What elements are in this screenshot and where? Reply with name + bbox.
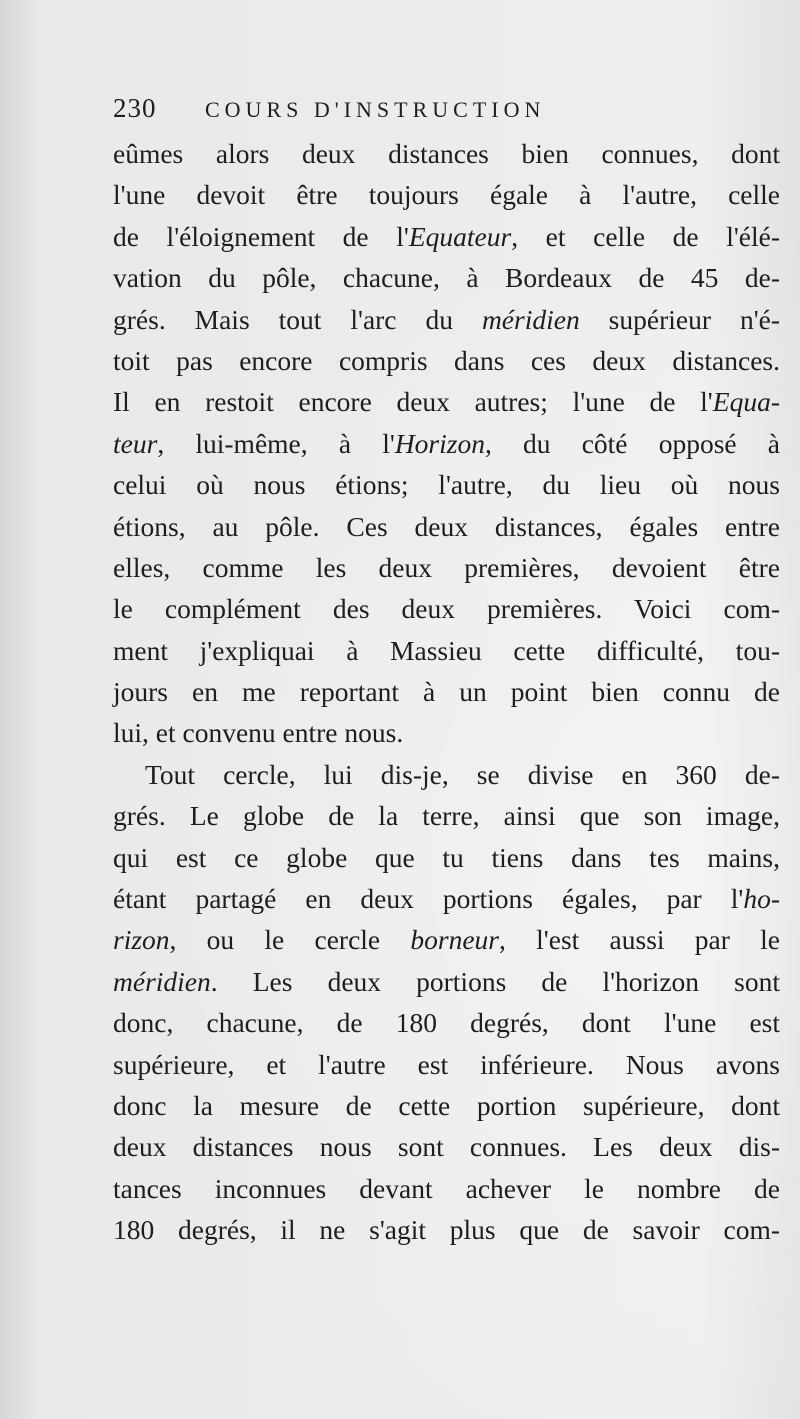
text-line xyxy=(113,588,780,629)
text-segment: deux distances nous sont connues. Les deux dis- xyxy=(113,1131,780,1163)
text-segment: Tout cercle, lui dis-je, se divise en 360 de- xyxy=(145,758,780,790)
text-segment: , et celle de l'élé- xyxy=(511,220,780,252)
text-segment: grés. Le globe de la terre, ainsi que son image, xyxy=(113,800,780,832)
text-segment: qui est ce globe que tu tiens dans tes mains, xyxy=(113,841,780,873)
text-line xyxy=(113,257,780,298)
text-segment: supérieure, et l'autre est inférieure. Nous avons xyxy=(113,1048,780,1080)
text-line xyxy=(113,1209,780,1250)
text-line xyxy=(113,878,780,919)
text-segment: lui, et convenu entre nous. xyxy=(113,717,404,749)
text-line xyxy=(113,216,780,257)
text-segment: grés. Mais tout l'arc du xyxy=(113,303,482,335)
italic-text: rizon xyxy=(113,924,170,956)
running-head xyxy=(113,88,800,128)
italic-text: borneur xyxy=(410,924,500,956)
text-line xyxy=(113,1044,780,1085)
text-line xyxy=(113,1002,780,1043)
text-segment: supérieur n'é- xyxy=(579,303,781,335)
italic-text: ho- xyxy=(743,883,780,915)
text-segment: de l'éloignement de l' xyxy=(113,220,409,252)
italic-text: teur xyxy=(113,427,158,459)
text-segment: donc, chacune, de 180 degrés, dont l'une est xyxy=(113,1007,780,1039)
text-line xyxy=(113,174,780,215)
body-text xyxy=(113,133,780,1251)
text-segment: , lui-même, à l' xyxy=(157,427,395,459)
italic-text: Equateur xyxy=(408,220,512,252)
text-line xyxy=(113,712,780,753)
italic-text: méridien xyxy=(481,303,580,335)
text-segment: tances inconnues devant achever le nombre de xyxy=(113,1172,780,1204)
text-segment: , ou le cercle xyxy=(169,924,411,956)
text-line xyxy=(113,340,780,381)
text-segment: ment j'expliquai à Massieu cette difficulté, tou- xyxy=(113,634,780,666)
text-segment: vation du pôle, chacune, à Bordeaux de 45 de- xyxy=(113,262,780,294)
text-line xyxy=(113,630,780,671)
text-line xyxy=(113,381,780,422)
text-segment: elles, comme les deux premières, devoient être xyxy=(113,551,780,583)
text-segment: l'une devoit être toujours égale à l'autre, celle xyxy=(113,179,780,211)
text-line xyxy=(113,299,780,340)
text-line xyxy=(113,919,780,960)
italic-text: méridien xyxy=(113,965,211,997)
text-line xyxy=(113,961,780,1002)
text-segment: donc la mesure de cette portion supérieure, dont xyxy=(113,1089,780,1121)
text-line xyxy=(113,837,780,878)
page-number: 230 xyxy=(113,93,157,123)
text-line xyxy=(113,1085,780,1126)
text-line xyxy=(113,464,780,505)
text-line xyxy=(113,795,780,836)
text-line xyxy=(113,1126,780,1167)
text-segment: , du côté opposé à xyxy=(484,427,781,459)
text-segment: eûmes alors deux distances bien connues, dont xyxy=(113,138,780,169)
text-line xyxy=(113,133,780,174)
running-title: COURS D'INSTRUCTION xyxy=(205,97,546,122)
italic-text: Equa- xyxy=(712,386,780,418)
text-line xyxy=(113,1168,780,1209)
text-segment: toit pas encore compris dans ces deux distances. xyxy=(113,344,780,376)
text-line xyxy=(113,547,780,588)
text-segment: celui où nous étions; l'autre, du lieu où nous xyxy=(113,469,780,501)
text-line xyxy=(113,754,780,795)
text-segment: 180 degrés, il ne s'agit plus que de savoir com- xyxy=(113,1214,780,1246)
text-segment: . Les deux portions de l'horizon sont xyxy=(210,965,780,997)
text-line xyxy=(113,423,780,464)
text-line xyxy=(113,506,780,547)
italic-text: Horizon xyxy=(394,427,485,459)
text-line xyxy=(113,671,780,712)
text-segment: , l'est aussi par le xyxy=(499,924,780,956)
text-segment: étions, au pôle. Ces deux distances, égales entre xyxy=(113,510,780,542)
text-segment: le complément des deux premières. Voici com- xyxy=(113,593,780,625)
text-segment: Il en restoit encore deux autres; l'une de l' xyxy=(113,386,713,418)
text-segment: jours en me reportant à un point bien connu de xyxy=(113,676,780,708)
text-segment: étant partagé en deux portions égales, par l' xyxy=(113,883,744,915)
